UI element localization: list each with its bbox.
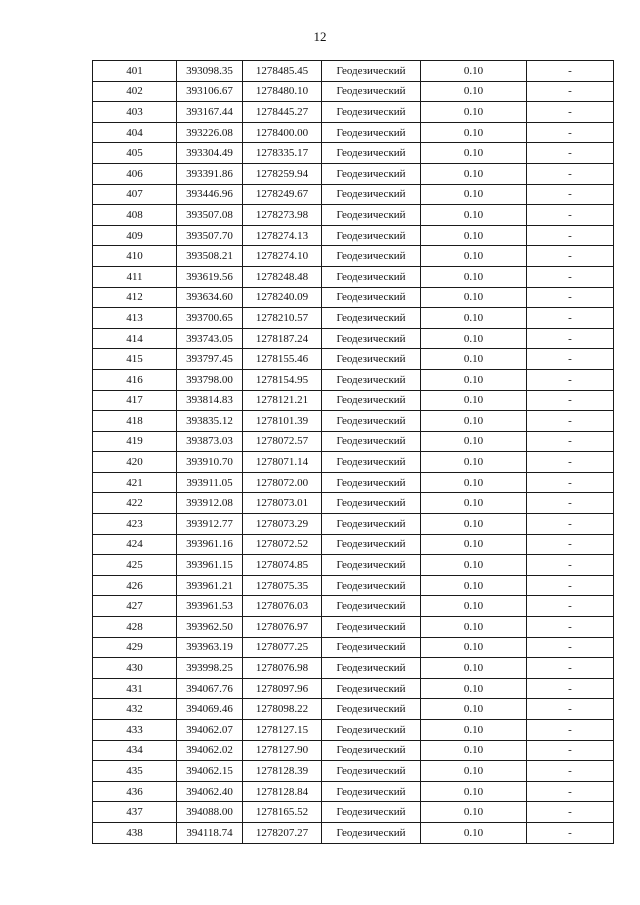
table-row [93, 575, 614, 596]
y-coordinate-cell: 1278128.84 [243, 781, 322, 802]
method-cell: Геодезический [322, 781, 421, 802]
table-row [93, 699, 614, 720]
note-cell: - [527, 452, 614, 473]
accuracy-cell: 0.10 [421, 575, 527, 596]
note-cell: - [527, 266, 614, 287]
y-coordinate-cell: 1278249.67 [243, 184, 322, 205]
point-number-cell: 430 [93, 658, 177, 679]
y-coordinate-cell: 1278240.09 [243, 287, 322, 308]
table-row [93, 411, 614, 432]
accuracy-cell: 0.10 [421, 699, 527, 720]
accuracy-cell: 0.10 [421, 122, 527, 143]
point-number-cell: 432 [93, 699, 177, 720]
method-cell: Геодезический [322, 81, 421, 102]
x-coordinate-cell: 393304.49 [177, 143, 243, 164]
note-cell: - [527, 472, 614, 493]
method-cell: Геодезический [322, 390, 421, 411]
x-coordinate-cell: 393912.08 [177, 493, 243, 514]
accuracy-cell: 0.10 [421, 514, 527, 535]
note-cell: - [527, 163, 614, 184]
y-coordinate-cell: 1278273.98 [243, 205, 322, 226]
table-row [93, 143, 614, 164]
method-cell: Геодезический [322, 349, 421, 370]
note-cell: - [527, 61, 614, 82]
y-coordinate-cell: 1278075.35 [243, 575, 322, 596]
note-cell: - [527, 308, 614, 329]
y-coordinate-cell: 1278074.85 [243, 555, 322, 576]
note-cell: - [527, 205, 614, 226]
accuracy-cell: 0.10 [421, 225, 527, 246]
x-coordinate-cell: 393962.50 [177, 617, 243, 638]
note-cell: - [527, 81, 614, 102]
table-row [93, 493, 614, 514]
table-row [93, 452, 614, 473]
point-number-cell: 412 [93, 287, 177, 308]
x-coordinate-cell: 393508.21 [177, 246, 243, 267]
note-cell: - [527, 143, 614, 164]
method-cell: Геодезический [322, 637, 421, 658]
accuracy-cell: 0.10 [421, 658, 527, 679]
accuracy-cell: 0.10 [421, 81, 527, 102]
y-coordinate-cell: 1278073.29 [243, 514, 322, 535]
y-coordinate-cell: 1278248.48 [243, 266, 322, 287]
x-coordinate-cell: 393963.19 [177, 637, 243, 658]
accuracy-cell: 0.10 [421, 555, 527, 576]
note-cell: - [527, 328, 614, 349]
table-row [93, 205, 614, 226]
table-row [93, 266, 614, 287]
method-cell: Геодезический [322, 122, 421, 143]
table-row [93, 617, 614, 638]
accuracy-cell: 0.10 [421, 349, 527, 370]
method-cell: Геодезический [322, 740, 421, 761]
accuracy-cell: 0.10 [421, 61, 527, 82]
x-coordinate-cell: 393391.86 [177, 163, 243, 184]
y-coordinate-cell: 1278187.24 [243, 328, 322, 349]
method-cell: Геодезический [322, 287, 421, 308]
table-row [93, 390, 614, 411]
point-number-cell: 428 [93, 617, 177, 638]
accuracy-cell: 0.10 [421, 761, 527, 782]
y-coordinate-cell: 1278127.90 [243, 740, 322, 761]
method-cell: Геодезический [322, 452, 421, 473]
note-cell: - [527, 493, 614, 514]
table-row [93, 514, 614, 535]
table-row [93, 246, 614, 267]
x-coordinate-cell: 393910.70 [177, 452, 243, 473]
y-coordinate-cell: 1278445.27 [243, 102, 322, 123]
note-cell: - [527, 740, 614, 761]
y-coordinate-cell: 1278259.94 [243, 163, 322, 184]
x-coordinate-cell: 393634.60 [177, 287, 243, 308]
method-cell: Геодезический [322, 822, 421, 843]
method-cell: Геодезический [322, 761, 421, 782]
method-cell: Геодезический [322, 143, 421, 164]
y-coordinate-cell: 1278073.01 [243, 493, 322, 514]
note-cell: - [527, 534, 614, 555]
table-row [93, 369, 614, 390]
method-cell: Геодезический [322, 328, 421, 349]
x-coordinate-cell: 393873.03 [177, 431, 243, 452]
x-coordinate-cell: 394118.74 [177, 822, 243, 843]
note-cell: - [527, 184, 614, 205]
table-row [93, 349, 614, 370]
point-number-cell: 426 [93, 575, 177, 596]
point-number-cell: 425 [93, 555, 177, 576]
note-cell: - [527, 122, 614, 143]
accuracy-cell: 0.10 [421, 781, 527, 802]
x-coordinate-cell: 393446.96 [177, 184, 243, 205]
accuracy-cell: 0.10 [421, 472, 527, 493]
note-cell: - [527, 678, 614, 699]
table-row [93, 472, 614, 493]
note-cell: - [527, 555, 614, 576]
note-cell: - [527, 617, 614, 638]
table-row [93, 184, 614, 205]
accuracy-cell: 0.10 [421, 184, 527, 205]
x-coordinate-cell: 393961.16 [177, 534, 243, 555]
x-coordinate-cell: 393961.15 [177, 555, 243, 576]
accuracy-cell: 0.10 [421, 411, 527, 432]
table-row [93, 637, 614, 658]
y-coordinate-cell: 1278072.52 [243, 534, 322, 555]
x-coordinate-cell: 393835.12 [177, 411, 243, 432]
accuracy-cell: 0.10 [421, 266, 527, 287]
table-row [93, 555, 614, 576]
y-coordinate-cell: 1278072.57 [243, 431, 322, 452]
table-row [93, 596, 614, 617]
table-row [93, 658, 614, 679]
x-coordinate-cell: 393797.45 [177, 349, 243, 370]
method-cell: Геодезический [322, 493, 421, 514]
note-cell: - [527, 822, 614, 843]
table-row [93, 225, 614, 246]
x-coordinate-cell: 393507.08 [177, 205, 243, 226]
x-coordinate-cell: 394067.76 [177, 678, 243, 699]
table-row [93, 431, 614, 452]
x-coordinate-cell: 393912.77 [177, 514, 243, 535]
note-cell: - [527, 411, 614, 432]
method-cell: Геодезический [322, 411, 421, 432]
table-row [93, 678, 614, 699]
point-number-cell: 403 [93, 102, 177, 123]
note-cell: - [527, 225, 614, 246]
y-coordinate-cell: 1278101.39 [243, 411, 322, 432]
x-coordinate-cell: 394062.07 [177, 720, 243, 741]
point-number-cell: 418 [93, 411, 177, 432]
x-coordinate-cell: 393998.25 [177, 658, 243, 679]
method-cell: Геодезический [322, 308, 421, 329]
note-cell: - [527, 575, 614, 596]
note-cell: - [527, 431, 614, 452]
accuracy-cell: 0.10 [421, 163, 527, 184]
x-coordinate-cell: 394088.00 [177, 802, 243, 823]
point-number-cell: 420 [93, 452, 177, 473]
point-number-cell: 410 [93, 246, 177, 267]
note-cell: - [527, 802, 614, 823]
note-cell: - [527, 514, 614, 535]
table-row [93, 534, 614, 555]
table-row [93, 822, 614, 843]
method-cell: Геодезический [322, 596, 421, 617]
y-coordinate-cell: 1278155.46 [243, 349, 322, 370]
method-cell: Геодезический [322, 658, 421, 679]
x-coordinate-cell: 393167.44 [177, 102, 243, 123]
point-number-cell: 409 [93, 225, 177, 246]
method-cell: Геодезический [322, 225, 421, 246]
note-cell: - [527, 781, 614, 802]
point-number-cell: 438 [93, 822, 177, 843]
point-number-cell: 437 [93, 802, 177, 823]
point-number-cell: 422 [93, 493, 177, 514]
table-row [93, 328, 614, 349]
accuracy-cell: 0.10 [421, 143, 527, 164]
method-cell: Геодезический [322, 699, 421, 720]
table-row [93, 740, 614, 761]
x-coordinate-cell: 393911.05 [177, 472, 243, 493]
coordinates-table [92, 60, 614, 844]
point-number-cell: 411 [93, 266, 177, 287]
note-cell: - [527, 761, 614, 782]
table-row [93, 102, 614, 123]
x-coordinate-cell: 393619.56 [177, 266, 243, 287]
accuracy-cell: 0.10 [421, 678, 527, 699]
x-coordinate-cell: 394062.15 [177, 761, 243, 782]
accuracy-cell: 0.10 [421, 617, 527, 638]
x-coordinate-cell: 393798.00 [177, 369, 243, 390]
point-number-cell: 407 [93, 184, 177, 205]
table-row [93, 163, 614, 184]
method-cell: Геодезический [322, 472, 421, 493]
table-row [93, 61, 614, 82]
note-cell: - [527, 246, 614, 267]
table-row [93, 287, 614, 308]
y-coordinate-cell: 1278076.03 [243, 596, 322, 617]
note-cell: - [527, 102, 614, 123]
point-number-cell: 424 [93, 534, 177, 555]
x-coordinate-cell: 393961.21 [177, 575, 243, 596]
note-cell: - [527, 369, 614, 390]
method-cell: Геодезический [322, 514, 421, 535]
point-number-cell: 421 [93, 472, 177, 493]
y-coordinate-cell: 1278072.00 [243, 472, 322, 493]
table-row [93, 308, 614, 329]
accuracy-cell: 0.10 [421, 534, 527, 555]
point-number-cell: 408 [93, 205, 177, 226]
y-coordinate-cell: 1278400.00 [243, 122, 322, 143]
y-coordinate-cell: 1278128.39 [243, 761, 322, 782]
y-coordinate-cell: 1278485.45 [243, 61, 322, 82]
point-number-cell: 415 [93, 349, 177, 370]
x-coordinate-cell: 393507.70 [177, 225, 243, 246]
method-cell: Геодезический [322, 266, 421, 287]
method-cell: Геодезический [322, 534, 421, 555]
x-coordinate-cell: 394062.02 [177, 740, 243, 761]
y-coordinate-cell: 1278480.10 [243, 81, 322, 102]
point-number-cell: 429 [93, 637, 177, 658]
point-number-cell: 427 [93, 596, 177, 617]
x-coordinate-cell: 394062.40 [177, 781, 243, 802]
note-cell: - [527, 349, 614, 370]
x-coordinate-cell: 393098.35 [177, 61, 243, 82]
accuracy-cell: 0.10 [421, 205, 527, 226]
point-number-cell: 404 [93, 122, 177, 143]
method-cell: Геодезический [322, 575, 421, 596]
table-row [93, 720, 614, 741]
point-number-cell: 413 [93, 308, 177, 329]
x-coordinate-cell: 394069.46 [177, 699, 243, 720]
x-coordinate-cell: 393226.08 [177, 122, 243, 143]
y-coordinate-cell: 1278076.98 [243, 658, 322, 679]
table-row [93, 781, 614, 802]
point-number-cell: 431 [93, 678, 177, 699]
method-cell: Геодезический [322, 61, 421, 82]
point-number-cell: 401 [93, 61, 177, 82]
point-number-cell: 419 [93, 431, 177, 452]
method-cell: Геодезический [322, 369, 421, 390]
method-cell: Геодезический [322, 205, 421, 226]
point-number-cell: 417 [93, 390, 177, 411]
point-number-cell: 414 [93, 328, 177, 349]
accuracy-cell: 0.10 [421, 720, 527, 741]
point-number-cell: 402 [93, 81, 177, 102]
note-cell: - [527, 637, 614, 658]
point-number-cell: 405 [93, 143, 177, 164]
accuracy-cell: 0.10 [421, 822, 527, 843]
y-coordinate-cell: 1278121.21 [243, 390, 322, 411]
method-cell: Геодезический [322, 555, 421, 576]
method-cell: Геодезический [322, 184, 421, 205]
accuracy-cell: 0.10 [421, 308, 527, 329]
y-coordinate-cell: 1278097.96 [243, 678, 322, 699]
note-cell: - [527, 390, 614, 411]
note-cell: - [527, 699, 614, 720]
accuracy-cell: 0.10 [421, 740, 527, 761]
accuracy-cell: 0.10 [421, 596, 527, 617]
y-coordinate-cell: 1278207.27 [243, 822, 322, 843]
method-cell: Геодезический [322, 802, 421, 823]
point-number-cell: 434 [93, 740, 177, 761]
y-coordinate-cell: 1278165.52 [243, 802, 322, 823]
method-cell: Геодезический [322, 102, 421, 123]
table-row [93, 122, 614, 143]
accuracy-cell: 0.10 [421, 102, 527, 123]
note-cell: - [527, 596, 614, 617]
point-number-cell: 406 [93, 163, 177, 184]
y-coordinate-cell: 1278335.17 [243, 143, 322, 164]
accuracy-cell: 0.10 [421, 246, 527, 267]
x-coordinate-cell: 393814.83 [177, 390, 243, 411]
x-coordinate-cell: 393743.05 [177, 328, 243, 349]
method-cell: Геодезический [322, 720, 421, 741]
note-cell: - [527, 287, 614, 308]
x-coordinate-cell: 393700.65 [177, 308, 243, 329]
accuracy-cell: 0.10 [421, 802, 527, 823]
method-cell: Геодезический [322, 678, 421, 699]
y-coordinate-cell: 1278274.10 [243, 246, 322, 267]
y-coordinate-cell: 1278076.97 [243, 617, 322, 638]
point-number-cell: 436 [93, 781, 177, 802]
method-cell: Геодезический [322, 431, 421, 452]
note-cell: - [527, 658, 614, 679]
page-number: 12 [313, 29, 327, 44]
point-number-cell: 423 [93, 514, 177, 535]
accuracy-cell: 0.10 [421, 452, 527, 473]
table-row [93, 802, 614, 823]
y-coordinate-cell: 1278154.95 [243, 369, 322, 390]
accuracy-cell: 0.10 [421, 287, 527, 308]
y-coordinate-cell: 1278274.13 [243, 225, 322, 246]
method-cell: Геодезический [322, 617, 421, 638]
note-cell: - [527, 720, 614, 741]
table-row [93, 81, 614, 102]
x-coordinate-cell: 393961.53 [177, 596, 243, 617]
accuracy-cell: 0.10 [421, 493, 527, 514]
y-coordinate-cell: 1278210.57 [243, 308, 322, 329]
accuracy-cell: 0.10 [421, 328, 527, 349]
y-coordinate-cell: 1278071.14 [243, 452, 322, 473]
method-cell: Геодезический [322, 163, 421, 184]
accuracy-cell: 0.10 [421, 637, 527, 658]
accuracy-cell: 0.10 [421, 390, 527, 411]
coordinates-table-body [93, 61, 614, 844]
table-row [93, 761, 614, 782]
y-coordinate-cell: 1278077.25 [243, 637, 322, 658]
point-number-cell: 416 [93, 369, 177, 390]
x-coordinate-cell: 393106.67 [177, 81, 243, 102]
point-number-cell: 435 [93, 761, 177, 782]
point-number-cell: 433 [93, 720, 177, 741]
accuracy-cell: 0.10 [421, 431, 527, 452]
method-cell: Геодезический [322, 246, 421, 267]
y-coordinate-cell: 1278098.22 [243, 699, 322, 720]
y-coordinate-cell: 1278127.15 [243, 720, 322, 741]
accuracy-cell: 0.10 [421, 369, 527, 390]
